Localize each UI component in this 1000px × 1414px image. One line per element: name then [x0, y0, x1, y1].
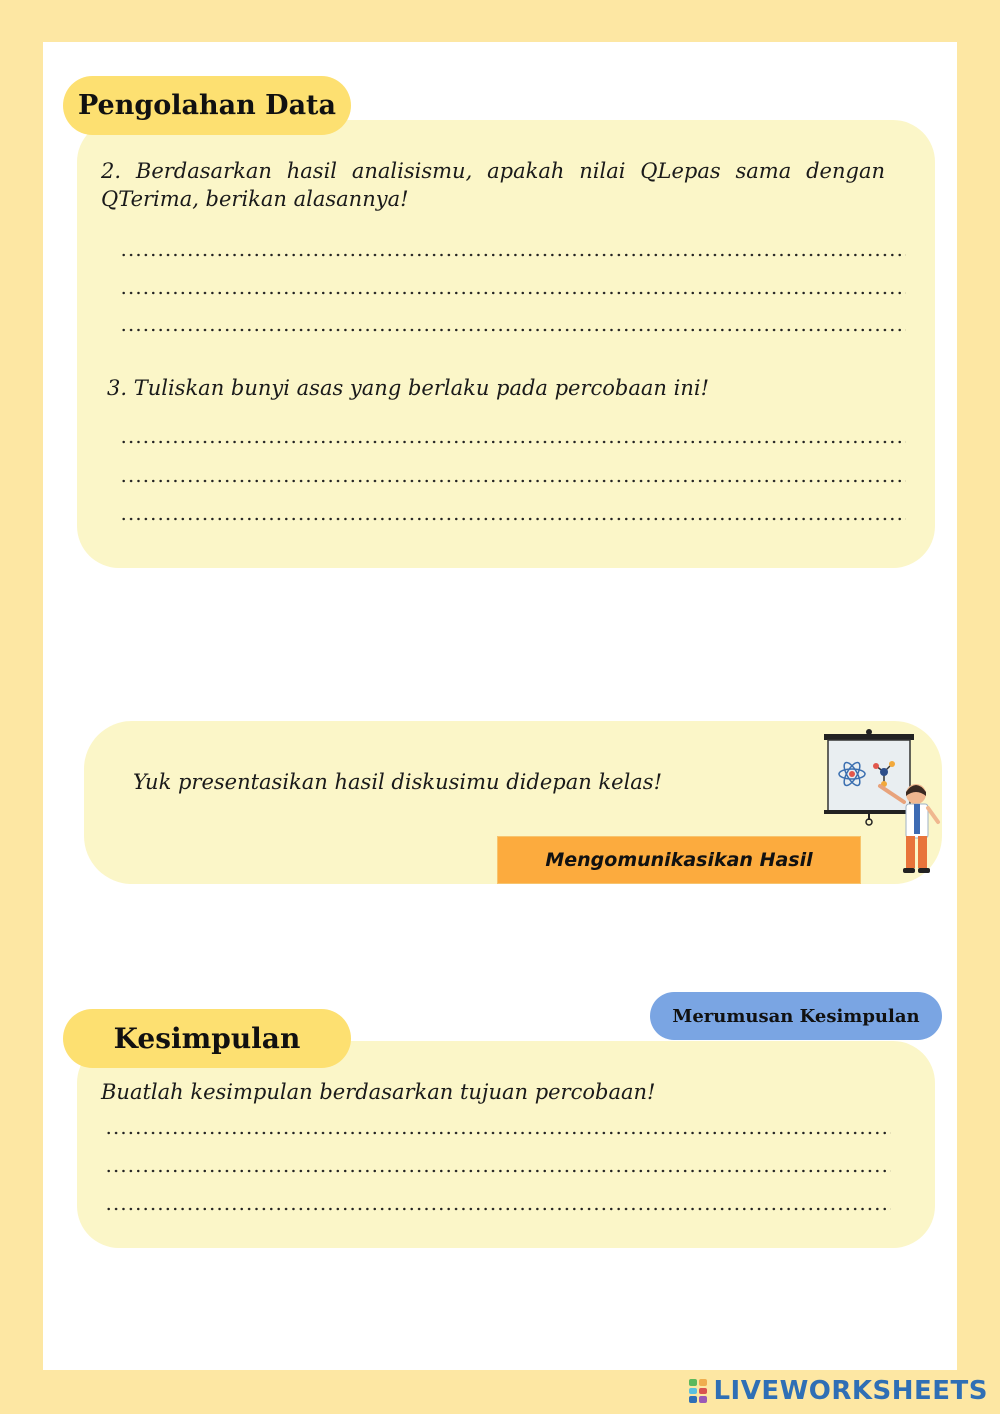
communicate-label — [497, 836, 861, 884]
answer-line-kesimpulan-2[interactable] — [105, 1169, 891, 1173]
badge-text: Merumusan Kesimpulan — [672, 1005, 920, 1027]
liveworksheets-logo-icon — [689, 1379, 707, 1403]
answer-line-q2-3[interactable] — [120, 328, 906, 332]
question-2: 2. Berdasarkan hasil analisismu, apakah nilai QLepas sama dengan QTerima, berikan alasannya! — [101, 159, 885, 211]
kesimpulan-title — [63, 1009, 351, 1068]
answer-line-q3-1[interactable] — [120, 440, 906, 444]
merumusan-kesimpulan-badge — [650, 992, 942, 1040]
kesimpulan-panel — [77, 1041, 935, 1248]
answer-line-kesimpulan-3[interactable] — [105, 1207, 891, 1211]
question-3: 3. Tuliskan bunyi asas yang berlaku pada percobaan ini! — [107, 376, 710, 400]
answer-line-q3-3[interactable] — [120, 517, 906, 521]
section-title-text: Kesimpulan — [113, 1022, 301, 1055]
presenter-illustration — [818, 726, 948, 882]
kesimpulan-prompt: Buatlah kesimpulan berdasarkan tujuan percobaan! — [101, 1080, 656, 1104]
brand-text: LIVEWORKSHEETS — [713, 1376, 988, 1406]
answer-line-q2-1[interactable] — [120, 253, 906, 257]
pengolahan-data-title — [63, 76, 351, 135]
liveworksheets-brand[interactable] — [689, 1376, 988, 1406]
communicate-label-text: Mengomunikasikan Hasil — [545, 849, 813, 871]
communicate-text: Yuk presentasikan hasil diskusimu didepan kelas! — [133, 770, 663, 794]
answer-line-q2-2[interactable] — [120, 291, 906, 295]
section-title-text: Pengolahan Data — [77, 90, 337, 121]
answer-line-q3-2[interactable] — [120, 479, 906, 483]
answer-line-kesimpulan-1[interactable] — [105, 1131, 891, 1135]
